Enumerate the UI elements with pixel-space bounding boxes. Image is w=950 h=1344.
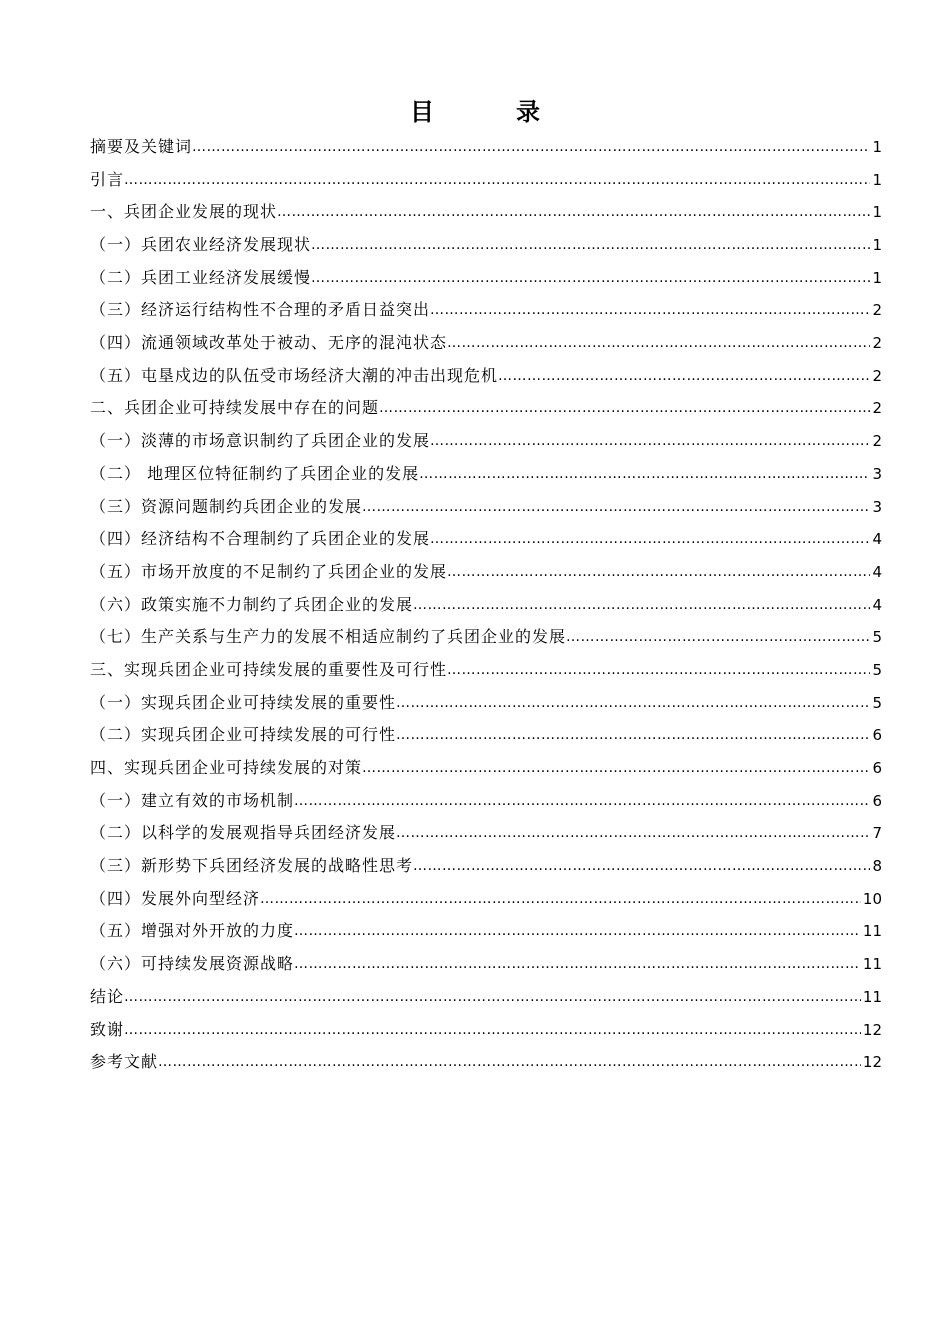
toc-entry-page-number: 2 [872, 334, 882, 353]
toc-entry[interactable] [90, 131, 882, 164]
toc-entry[interactable] [90, 458, 882, 491]
toc-entry[interactable] [90, 262, 882, 295]
toc-entry-page-number: 1 [872, 268, 882, 287]
toc-entry-label: （三）经济运行结构性不合理的矛盾日益突出 [90, 300, 431, 320]
toc-entry-label: 四、实现兵团企业可持续发展的对策 [90, 758, 363, 778]
toc-entry-label: （五）市场开放度的不足制约了兵团企业的发展 [90, 561, 448, 581]
toc-entry-page-number: 1 [872, 170, 882, 189]
toc-leader-dots [498, 360, 870, 393]
toc-entry-label: （四）流通领域改革处于被动、无序的混沌状态 [90, 333, 448, 353]
toc-entry-page-number: 4 [872, 562, 882, 581]
toc-entry-page-number: 11 [862, 987, 882, 1006]
toc-leader-dots [158, 1046, 861, 1079]
toc-leader-dots [311, 262, 870, 295]
toc-entry[interactable] [90, 1046, 882, 1079]
toc-leader-dots [419, 458, 870, 491]
toc-entry-page-number: 12 [862, 1053, 882, 1072]
toc-entry-label: 致谢 [90, 1019, 125, 1039]
toc-leader-dots [362, 491, 870, 524]
toc-leader-dots [294, 785, 870, 818]
toc-entry-label: （四）经济结构不合理制约了兵团企业的发展 [90, 529, 431, 549]
toc-entry-label: （一）兵团农业经济发展现状 [90, 235, 312, 255]
toc-leader-dots [260, 883, 861, 916]
toc-entry-page-number: 6 [872, 726, 882, 745]
toc-leader-dots [430, 425, 870, 458]
toc-leader-dots [379, 393, 870, 426]
toc-entry[interactable] [90, 294, 882, 327]
toc-leader-dots [396, 687, 870, 720]
toc-leader-dots [566, 621, 870, 654]
toc-entry-label: （五）屯垦戍边的队伍受市场经济大潮的冲击出现危机 [90, 365, 499, 385]
toc-entry-page-number: 6 [872, 759, 882, 778]
toc-entry[interactable] [90, 589, 882, 622]
toc-leader-dots [124, 164, 870, 197]
toc-title-char-1: 目 [410, 98, 434, 126]
toc-entry[interactable] [90, 817, 882, 850]
toc-entry-page-number: 2 [872, 301, 882, 320]
toc-list [90, 131, 882, 1079]
toc-entry-page-number: 5 [872, 660, 882, 679]
toc-entry[interactable] [90, 621, 882, 654]
toc-entry-label: （六）政策实施不力制约了兵团企业的发展 [90, 594, 414, 614]
toc-leader-dots [396, 719, 870, 752]
toc-entry[interactable] [90, 687, 882, 720]
toc-entry-page-number: 1 [872, 137, 882, 156]
toc-entry[interactable] [90, 393, 882, 426]
toc-leader-dots [396, 817, 870, 850]
toc-leader-dots [447, 327, 870, 360]
toc-entry[interactable] [90, 916, 882, 949]
toc-entry-label: （一）实现兵团企业可持续发展的重要性 [90, 692, 397, 712]
toc-entry[interactable] [90, 229, 882, 262]
toc-entry[interactable] [90, 196, 882, 229]
toc-entry-page-number: 4 [872, 530, 882, 549]
toc-entry-label: （二）以科学的发展观指导兵团经济发展 [90, 823, 397, 843]
toc-entry-page-number: 7 [872, 824, 882, 843]
toc-entry-label: （二）实现兵团企业可持续发展的可行性 [90, 725, 397, 745]
toc-entry[interactable] [90, 785, 882, 818]
toc-entry-label: 二、兵团企业可持续发展中存在的问题 [90, 398, 380, 418]
toc-leader-dots [430, 294, 870, 327]
toc-entry[interactable] [90, 360, 882, 393]
toc-entry[interactable] [90, 1014, 882, 1047]
toc-entry[interactable] [90, 164, 882, 197]
toc-title-char-2: 录 [516, 98, 540, 126]
toc-leader-dots [311, 229, 870, 262]
toc-entry-label: （六）可持续发展资源战略 [90, 954, 295, 974]
toc-leader-dots [294, 916, 861, 949]
toc-entry-label: （一）建立有效的市场机制 [90, 790, 295, 810]
toc-leader-dots [124, 1014, 861, 1047]
toc-entry-label: 三、实现兵团企业可持续发展的重要性及可行性 [90, 659, 448, 679]
toc-entry[interactable] [90, 719, 882, 752]
toc-entry-page-number: 2 [872, 432, 882, 451]
toc-entry-page-number: 2 [872, 399, 882, 418]
toc-entry-page-number: 8 [872, 857, 882, 876]
toc-leader-dots [430, 523, 870, 556]
toc-leader-dots [192, 131, 870, 164]
toc-entry[interactable] [90, 491, 882, 524]
toc-entry[interactable] [90, 523, 882, 556]
toc-entry-page-number: 2 [872, 366, 882, 385]
toc-entry-label: （二）兵团工业经济发展缓慢 [90, 267, 312, 287]
toc-entry-label: 引言 [90, 169, 125, 189]
toc-entry[interactable] [90, 752, 882, 785]
toc-title [0, 92, 950, 127]
toc-entry-page-number: 3 [872, 464, 882, 483]
toc-leader-dots [413, 589, 870, 622]
toc-entry-page-number: 5 [872, 693, 882, 712]
toc-entry-page-number: 1 [872, 203, 882, 222]
toc-entry-page-number: 5 [872, 628, 882, 647]
toc-entry-label: （三）资源问题制约兵团企业的发展 [90, 496, 363, 516]
toc-entry-page-number: 11 [862, 955, 882, 974]
toc-leader-dots [362, 752, 870, 785]
toc-entry-label: 摘要及关键词 [90, 136, 193, 156]
toc-entry-label: （一）淡薄的市场意识制约了兵团企业的发展 [90, 431, 431, 451]
toc-entry-label: （七）生产关系与生产力的发展不相适应制约了兵团企业的发展 [90, 627, 567, 647]
toc-entry-label: （二） 地理区位特征制约了兵团企业的发展 [90, 463, 420, 483]
toc-entry-label: 参考文献 [90, 1052, 159, 1072]
toc-entry-label: （四）发展外向型经济 [90, 888, 261, 908]
toc-entry-label: 一、兵团企业发展的现状 [90, 202, 278, 222]
toc-leader-dots [413, 850, 870, 883]
toc-leader-dots [124, 981, 861, 1014]
toc-entry-page-number: 12 [862, 1020, 882, 1039]
toc-entry-page-number: 4 [872, 595, 882, 614]
toc-entry-page-number: 6 [872, 791, 882, 810]
toc-entry[interactable] [90, 981, 882, 1014]
toc-entry[interactable] [90, 425, 882, 458]
toc-entry[interactable] [90, 883, 882, 916]
toc-entry[interactable] [90, 654, 882, 687]
toc-entry[interactable] [90, 327, 882, 360]
toc-entry[interactable] [90, 948, 882, 981]
toc-entry[interactable] [90, 556, 882, 589]
toc-entry-label: 结论 [90, 986, 125, 1006]
toc-entry-label: （五）增强对外开放的力度 [90, 921, 295, 941]
toc-entry-label: （三）新形势下兵团经济发展的战略性思考 [90, 856, 414, 876]
toc-entry-page-number: 3 [872, 497, 882, 516]
toc-entry[interactable] [90, 850, 882, 883]
toc-leader-dots [294, 948, 861, 981]
toc-entry-page-number: 1 [872, 236, 882, 255]
toc-leader-dots [447, 654, 870, 687]
toc-leader-dots [277, 196, 870, 229]
toc-entry-page-number: 11 [862, 922, 882, 941]
toc-leader-dots [447, 556, 870, 589]
toc-entry-page-number: 10 [862, 889, 882, 908]
